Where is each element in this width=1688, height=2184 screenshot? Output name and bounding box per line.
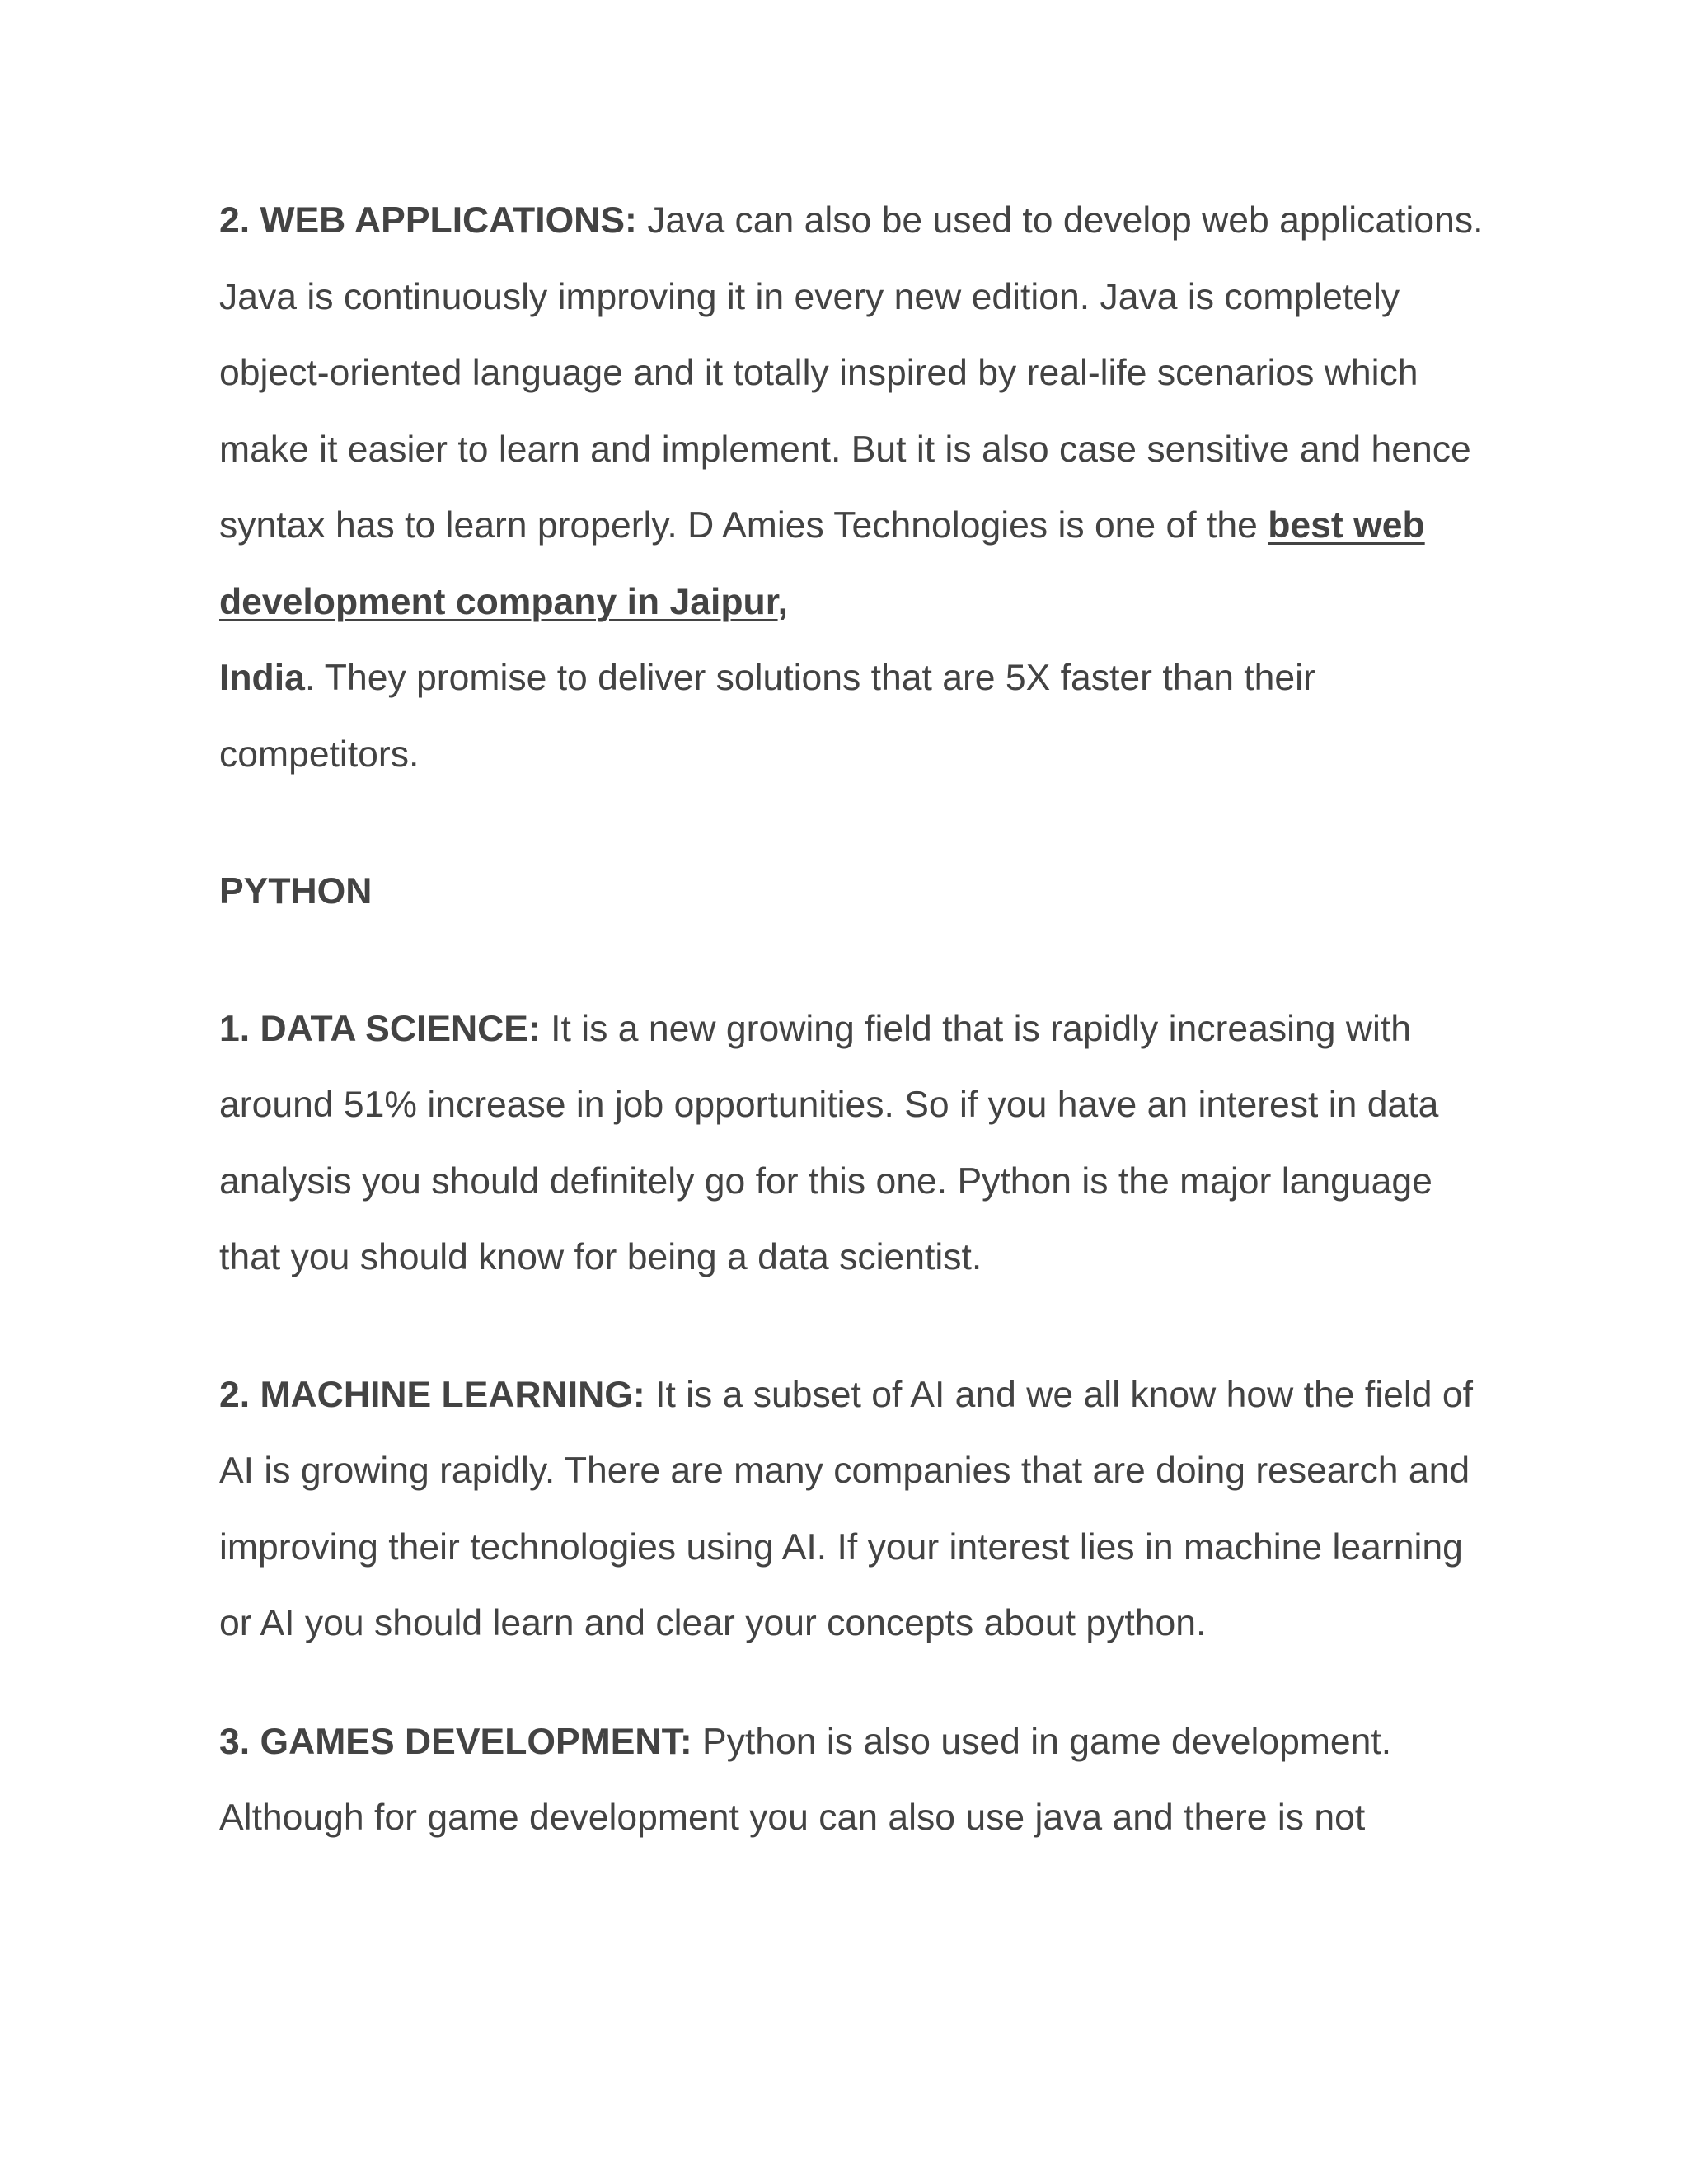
web-applications-text-end: . They promise to deliver solutions that are 5X faster than their competitors. — [219, 658, 1315, 775]
web-applications-text: Java can also be used to develop web applications. Java is continuously improving it in every new edition. Java is completely object-oriented language and it totally inspired by real-life scenarios which make it easier to learn and implement. But it is also case sensitive and hence syntax has to learn properly. D Amies Technologies is one of the — [219, 200, 1484, 546]
heading-web-applications: 2. WEB APPLICATIONS: — [219, 200, 637, 241]
machine-learning-text: It is a subset of AI and we all know how the field of AI is growing rapidly. There are many companies that are doing research and improving their technologies using AI. If your interest lies in machine learning or AI you should learn and clear your concepts about python. — [219, 1374, 1474, 1643]
paragraph-web-applications — [219, 183, 1489, 793]
india-text: India — [219, 658, 305, 698]
comma-text: , — [777, 581, 788, 622]
heading-data-science: 1. DATA SCIENCE: — [219, 1008, 541, 1049]
paragraph-machine-learning — [219, 1357, 1489, 1662]
web-development-company-link[interactable]: best web development company in Jaipur — [219, 505, 1425, 622]
paragraph-data-science — [219, 991, 1489, 1296]
games-development-text: Python is also used in game development. Although for game development you can also use java and there is not — [219, 1721, 1392, 1838]
data-science-text: It is a new growing field that is rapidly increasing with around 51% increase in job opportunities. So if you have an interest in data analysis you should definitely go for this one. Python is the major language that you should know for being a data scientist. — [219, 1008, 1439, 1277]
python-section-heading — [219, 854, 1489, 930]
paragraph-games-development — [219, 1704, 1489, 1857]
heading-games-development: 3. GAMES DEVELOPMENT: — [219, 1721, 692, 1762]
python-heading-text: PYTHON — [219, 871, 373, 912]
heading-machine-learning: 2. MACHINE LEARNING: — [219, 1374, 645, 1415]
document-body — [219, 183, 1489, 1857]
